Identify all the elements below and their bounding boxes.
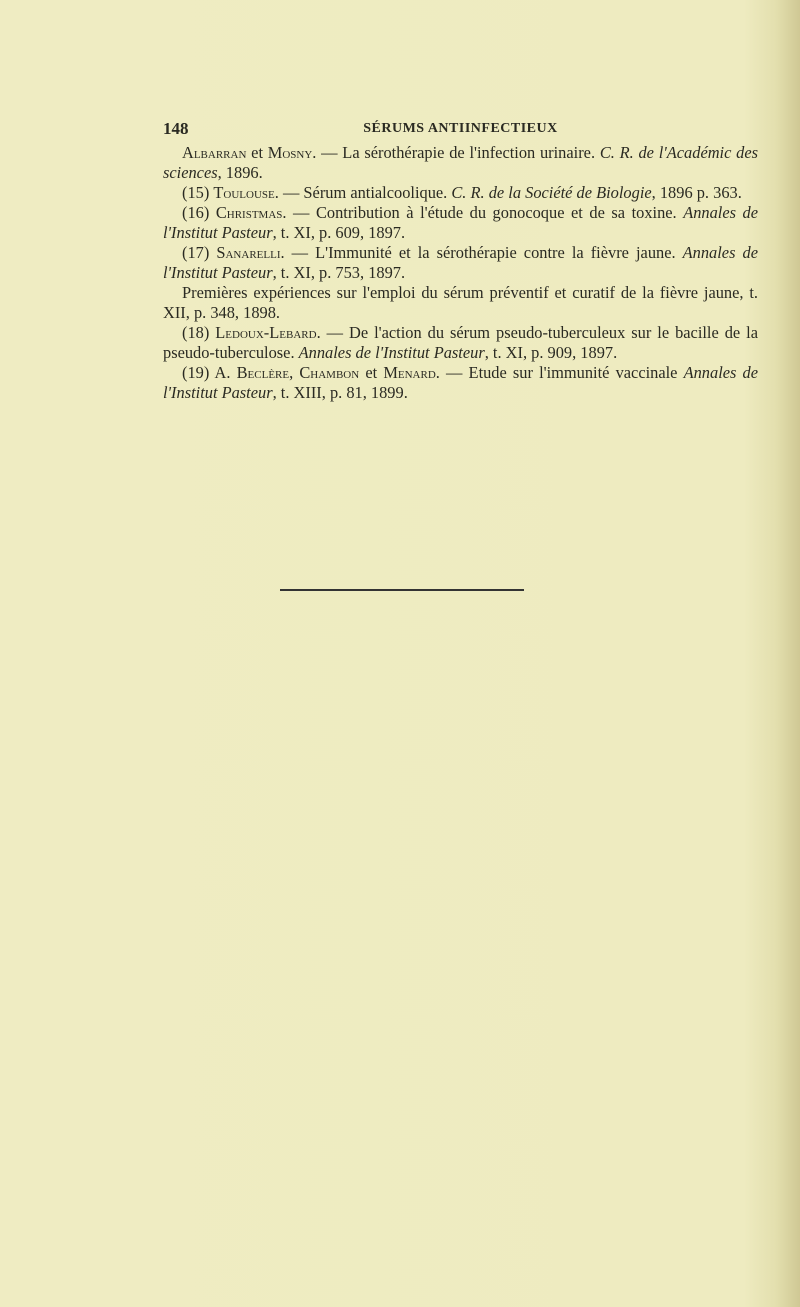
bibliography-entry [163,323,758,363]
entry-title: Premières expériences sur l'emploi du sérum préventif et curatif de la fièvre jaune, t. XII, p. 348, 1898. [163,283,758,322]
entry-number: (18) [182,323,216,342]
entry-reference: , 1896. [217,163,263,182]
bibliography [163,143,758,403]
entry-journal: Annales de l'Institut Pasteur [163,203,758,242]
entry-reference: , t. XI, p. 909, 1897. [484,343,618,362]
entry-author: Menard [383,363,436,382]
entry-title: . — Contribution à l'étude du gonocoque et de sa toxine. [282,203,684,222]
entry-author: Mosny [267,143,313,162]
bibliography-entry [163,363,758,403]
page-header [163,119,758,141]
entry-author: Ledoux-Lebard [215,323,317,342]
entry-author: Beclère, Chambon [236,363,360,382]
bibliography-entry [163,143,758,183]
entry-reference: , t. XI, p. 609, 1897. [272,223,406,242]
section-divider [280,589,524,591]
entry-number: (17) [182,243,217,262]
entry-author: Sanarelli [216,243,281,262]
entry-number: (16) [182,203,216,222]
entry-title: . — Etude sur l'immunité vaccinale [435,363,684,382]
bibliography-entry [163,183,758,203]
entry-journal: C. R. de l'Académic des sciences [163,143,759,182]
entry-journal: Annales de l'Institut Pasteur [163,243,758,282]
entry-number: (19) A. [182,363,237,382]
entry-conjunction: et [359,363,384,382]
running-title: SÉRUMS ANTIINFECTIEUX [363,121,558,136]
entry-journal: Annales de l'Institut Pasteur [298,343,485,362]
entry-title: . — La sérothérapie de l'infection urinaire. [312,143,600,162]
entry-title: . — Sérum antialcoolique. [274,183,452,202]
entry-title: . — L'Immunité et la sérothérapie contre la fièvre jaune. [280,243,683,262]
bibliography-entry [163,203,758,243]
entry-title: . — De l'action du sérum pseudo-tuberculeux sur le bacille de la pseudo-tuberculose. [163,323,759,362]
entry-author: Christmas [215,203,283,222]
bibliography-entry [163,283,758,323]
entry-number: (15) [182,183,214,202]
page-number: 148 [163,119,189,138]
entry-author: Toulouse [213,183,275,202]
entry-author: Albarran [182,143,247,162]
entry-journal: C. R. de la Société de Biologie [451,183,652,202]
bibliography-entry [163,243,758,283]
entry-reference: , 1896 p. 363. [651,183,742,202]
entry-reference: , t. XIII, p. 81, 1899. [272,383,408,402]
entry-journal: Annales de l'Institut Pasteur [163,363,759,402]
entry-reference: , t. XI, p. 753, 1897. [272,263,406,282]
entry-conjunction: et [246,143,268,162]
